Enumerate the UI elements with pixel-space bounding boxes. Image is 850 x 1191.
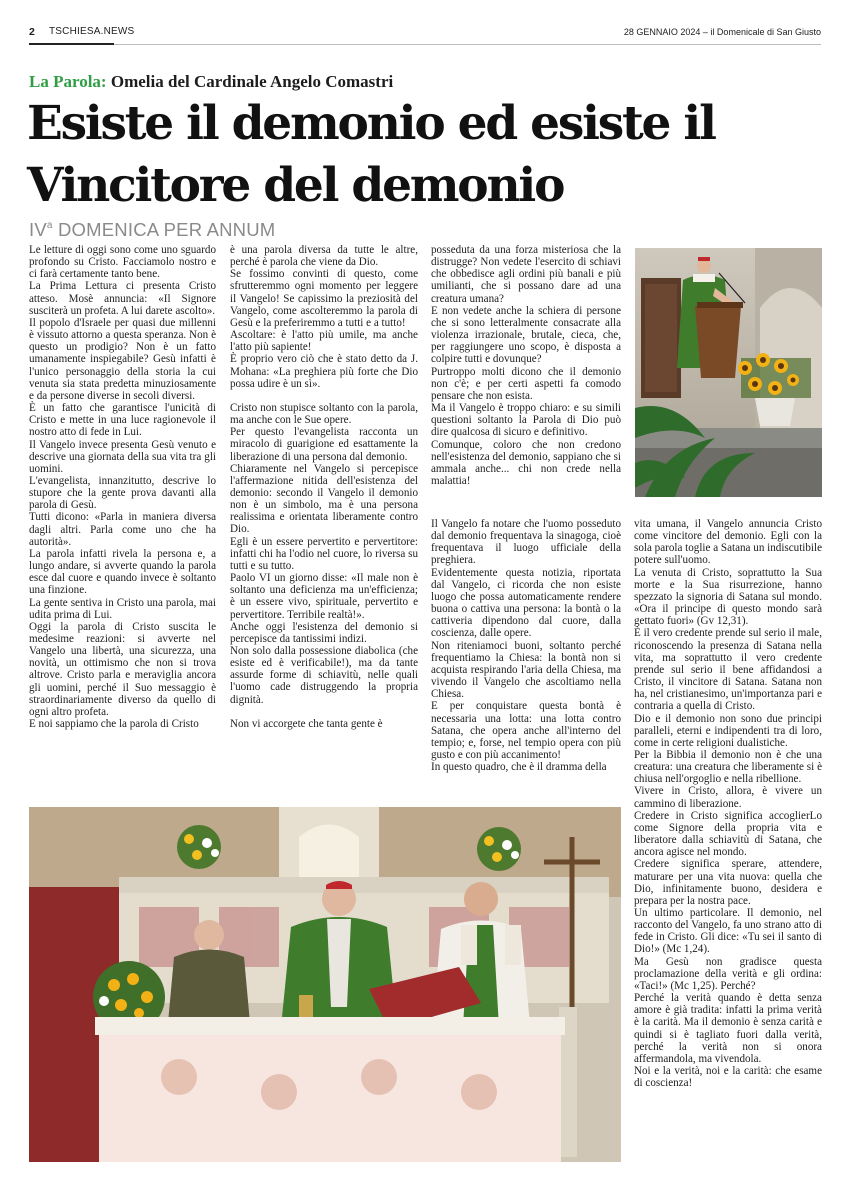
page-header <box>29 24 821 42</box>
article-paragraph: Chiaramente nel Vangelo si percepisce l'affermazione nitida dell'esistenza del demonio: secondo il Vangelo il demonio non è un simbolo, ma è una persona realissima e orientata liberamente contro Dio. <box>230 462 418 536</box>
article-paragraph: Il Vangelo fa notare che l'uomo posseduto dal demonio frequentava la sinagoga, cioè frequentava il luogo ufficiale della preghiera. <box>431 518 621 567</box>
headline-line-2: Vincitore del demonio <box>27 158 564 213</box>
header-divider <box>29 44 821 45</box>
article-paragraph: È proprio vero ciò che è stato detto da J. Mohana: «La preghiera più forte che Dio possa udire è un sì». <box>230 353 418 390</box>
kicker-author: Omelia del Cardinale Angelo Comastri <box>106 72 394 91</box>
article-paragraph: La Prima Lettura ci presenta Cristo atteso. Mosè annuncia: «Il Signore susciterà un profeta. A lui darete ascolto». <box>29 280 216 317</box>
article-paragraph: Purtroppo molti dicono che il demonio non c'è; e per certi aspetti fa comodo pensare che non esista. <box>431 365 621 402</box>
article-paragraph: Anche oggi l'esistenza del demonio si percepisce da tantissimi indizi. <box>230 620 418 645</box>
article-paragraph: posseduta da una forza misteriosa che la distrugge? Non vedete l'esercito di schiavi che obbedisce agli ordini più banali e più umilianti, che si possano dare ad una creatura umana? <box>431 244 621 305</box>
article-paragraph: Paolo VI un giorno disse: «Il male non è soltanto una deficienza ma un'efficienza; è un essere vivo, spirituale, pervertito e pervertitore. Terribile realtà!». <box>230 572 418 621</box>
article-paragraph: Per la Bibbia il demonio non è che una creatura: una creatura che liberamente si è chiusa nell'orgoglio e nella ribellione. <box>634 748 822 786</box>
header-accent-rule <box>29 43 114 45</box>
article-paragraph: Se fossimo convinti di questo, come sfrutteremmo ogni momento per leggere il Vangelo! Se capissimo la preziosità del Vangelo, come ascolteremmo la parola di Gesù e la preferiremmo a tutti e a tutto! <box>230 268 418 329</box>
article-paragraph: Ascoltare: è l'atto più umile, ma anche l'atto più sapiente! <box>230 329 418 354</box>
article-paragraph: Credere in Cristo significa accoglierLo come Signore della propria vita e liberatore dalla schiavitù di Satana, che ancora agisce nel mondo. <box>634 809 822 859</box>
issue-dateline: 28 GENNAIO 2024 – il Domenicale di San Giusto <box>623 27 821 37</box>
flower-vase-left <box>177 825 221 869</box>
article-paragraph: L'evangelista, innanzitutto, descrive lo stupore che la gente prova davanti alla parola di Gesù. <box>29 474 216 512</box>
article-paragraph: Evidentemente questa notizia, riportata dal Vangelo, ci ricorda che non esiste luogo che possa automaticamente rendere buona o cattiva una persona: la bontà o la cattiveria dipendono dal cuore, dalla coscienza, dalle opere. <box>431 566 621 640</box>
altar-photo-illustration <box>29 807 621 1162</box>
article-paragraph: Vivere in Cristo, allora, è vivere un cammino di liberazione. <box>634 785 822 810</box>
article-paragraph: Non vi accorgete che tanta gente è <box>230 717 383 730</box>
article-paragraph: Il Vangelo invece presenta Gesù venuto e descrive una giornata della sua vita tra gli uomini. <box>29 438 216 475</box>
article-paragraph: Le letture di oggi sono come uno sguardo profondo su Cristo. Facciamolo nostro e ci farà certamente tanto bene. <box>29 244 216 281</box>
article-paragraph: Perché la verità quando è detta senza amore è già tradita: infatti la prima verità è la carità. Ma il demonio è senza carità e quindi si è tagliato fuori dalla verità, perché la verità non si onora affermandola, ma vivendola. <box>634 992 822 1065</box>
article-paragraph: Oggi la parola di Cristo suscita le medesime reazioni: si avverte nel Vangelo una libertà, una sicurezza, una novità, un ottimismo che non si trova altrove. Cristo parla e meraviglia ancora gli uomini, perché il Suo messaggio è straordinariamente diverso da quello di ogni altro profeta. <box>29 620 216 718</box>
photo-cardinal-at-ambo <box>635 248 822 497</box>
headline-line-1: Esiste il demonio ed esiste il <box>27 96 715 151</box>
article-paragraph: Per questo l'evangelista racconta un miracolo di guarigione ed esattamente la liberazione di una persona dal demonio. <box>230 426 418 463</box>
flower-vase-right <box>477 827 521 871</box>
subtitle-ordinal: a <box>46 220 53 231</box>
article-paragraph: La parola infatti rivela la persona e, a lungo andare, si avverte quando la parola esce dal cuore e quando invece è soltanto una finzione. <box>29 547 216 597</box>
article-paragraph: Non solo dalla possessione diabolica (che esiste ed è verificabile!), ma da tante assurde forme di schiavitù, nelle quali l'uomo cade distruggendo la propria dignità. <box>230 645 418 706</box>
article-kicker <box>29 72 393 92</box>
article-paragraph: La gente sentiva in Cristo una parola, mai udita prima di Lui. <box>29 596 216 621</box>
article-paragraph: In questo quadro, che è il dramma della <box>431 761 607 774</box>
article-paragraph: Credere significa sperare, attendere, maturare per una vita nuova: quella che Dio, infinitamente buono, desidera e prepara per la nostra pace. <box>634 858 822 907</box>
article-paragraph: Il popolo d'Israele per quasi due millenni è vissuto attorno a questa speranza. Non è questo un prodigio? Non è un fatto umanamente inspiegabile? Gesù infatti è l'unico personaggio della storia la cui venuta sia stata predetta minuziosamente e da persone diverse in secoli diversi. <box>29 316 216 402</box>
article-paragraph: Cristo non stupisce soltanto con la parola, ma anche con le Sue opere. <box>230 401 418 427</box>
article-paragraph: Non riteniamoci buoni, soltanto perché frequentiamo la Chiesa: la bontà non si acquista respirando l'aria della Chiesa, ma vivendo il Vangelo che ascoltiamo nella Chiesa. <box>431 639 621 701</box>
article-paragraph: Un ultimo particolare. Il demonio, nel racconto del Vangelo, fa uno strano atto di fede in Cristo. Gli dice: «Tu sei il santo di Dio!» (Mc 1,24). <box>634 907 822 956</box>
article-column-3-top <box>431 244 621 516</box>
article-paragraph: Egli è un essere pervertito e pervertitore: infatti chi ha l'odio nel cuore, lo riversa su tutti e su tutto. <box>230 535 418 572</box>
article-headline <box>27 93 827 217</box>
article-column-3-bottom <box>431 518 621 794</box>
article-paragraph: è una parola diversa da tutte le altre, perché è parola che viene da Dio. <box>230 244 418 269</box>
article-paragraph: Comunque, coloro che non credono nell'esistenza del demonio, sappiano che si ammala anche... chi non crede nella malattia! <box>431 438 621 487</box>
article-subtitle <box>29 219 275 241</box>
section-label: La Parola: <box>29 72 107 91</box>
article-paragraph: Dio e il demonio non sono due principi paralleli, eterni e indipendenti tra di loro, come in certe religioni dualistiche. <box>634 712 822 749</box>
article-column-2 <box>230 244 418 794</box>
article-paragraph: vita umana, il Vangelo annuncia Cristo come vincitore del demonio. Egli con la sola parola toglie a Satana un indiscutibile potere sull'uomo. <box>634 518 822 567</box>
article-column-4 <box>634 518 822 1161</box>
article-paragraph: Tutti dicono: «Parla in maniera diversa dagli altri. Parla come uno che ha autorità». <box>29 511 216 548</box>
article-paragraph: E non vedete anche la schiera di persone che si sono letteralmente consacrate alla violenza irrazionale, brutale, cieca, che, per raggiungere uno scopo, è disposta a colpire tutti e dovunque? <box>431 304 621 366</box>
article-paragraph: Ma il Vangelo è troppo chiaro: e su simili questioni soltanto la Parola di Dio può dire qualcosa di sicuro e definitivo. <box>431 402 621 439</box>
article-paragraph: La venuta di Cristo, soprattutto la Sua morte e la Sua risurrezione, hanno spezzato la signoria di Satana sul mondo. «Ora il principe di questo mondo sarà gettato fuori» (Gv 12,31). <box>634 566 822 628</box>
site-name[interactable]: TSCHIESA.NEWS <box>49 26 135 37</box>
article-paragraph: E per conquistare questa bontà è necessaria una lotta: una lotta contro Satana, che opera anche all'interno del tempio; e, forse, nel tempio opera con più gusto e con più accanimento! <box>431 700 621 761</box>
article-paragraph: È il vero credente prende sul serio il male, riconoscendo la presenza di Satana nella vita, ma soprattutto il vero credente prende sul serio il bene affidandosi a Cristo, il vincitore di Satana. Satana non ha, nel cristianesimo, un'importanza pari e contraria a quella di Cristo. <box>634 627 822 713</box>
photo-altar-celebration <box>29 807 621 1162</box>
article-paragraph: È un fatto che garantisce l'unicità di Cristo e mette in una luce ragionevole il nostro atto di fede in Lui. <box>29 402 216 439</box>
article-column-1 <box>29 244 216 794</box>
article-paragraph: E noi sappiamo che la parola di Cristo <box>29 718 199 731</box>
subtitle-prefix: IV <box>29 219 47 240</box>
article-paragraph: Ma Gesù non gradisce questa proclamazione della verità e gli ordina: «Taci!» (Mc 1,25). Perché? <box>634 955 822 992</box>
article-paragraph: Noi e la verità, noi e la carità: che esame di coscienza! <box>634 1065 822 1090</box>
cardinal-photo-illustration <box>635 248 822 497</box>
subtitle-rest: DOMENICA PER ANNUM <box>52 219 276 240</box>
page-number: 2 <box>29 26 35 38</box>
